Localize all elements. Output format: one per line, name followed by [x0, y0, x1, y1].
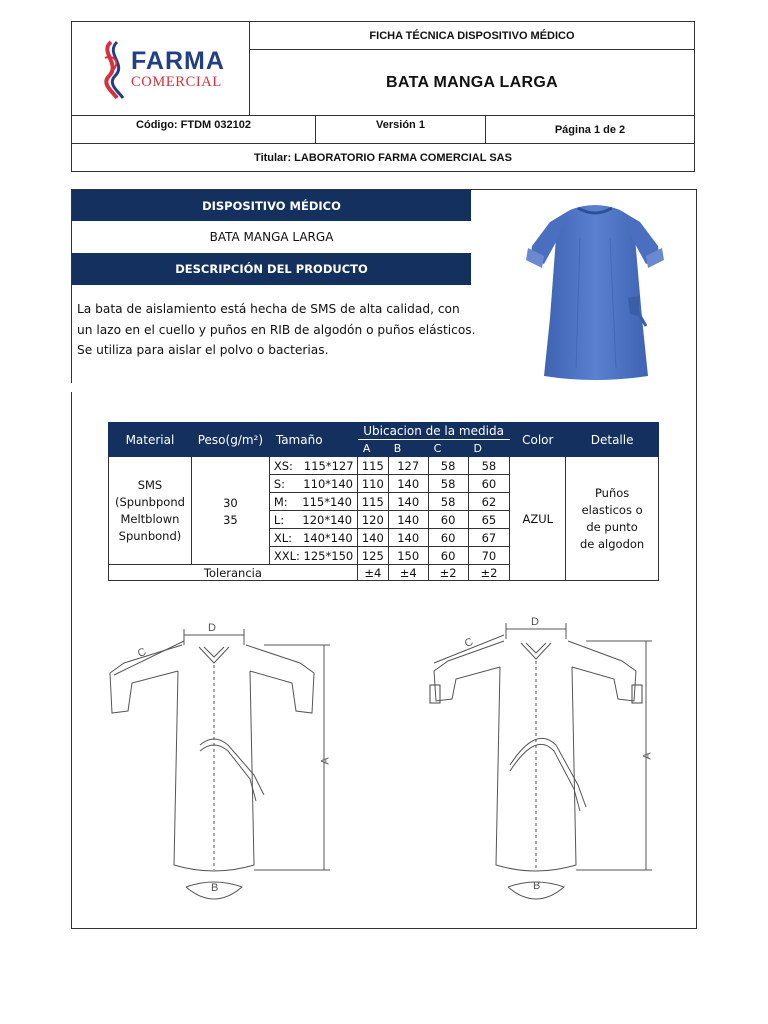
value-b: 140 — [388, 493, 428, 511]
size-cell: XL: 140*140 — [269, 529, 357, 547]
col-header-b: B — [388, 440, 428, 457]
dim-label-d-left: D — [208, 622, 216, 634]
size-cell: XXL: 125*150 — [269, 547, 357, 565]
col-header-tamano: Tamaño — [269, 423, 357, 457]
gown-product-image — [520, 198, 670, 383]
value-b: 140 — [388, 475, 428, 493]
gown-drawing-elastic-cuff — [426, 615, 666, 915]
value-c: 58 — [428, 475, 468, 493]
dim-label-b-right: B — [533, 880, 541, 892]
tolerance-label: Tolerancia — [109, 565, 358, 581]
frame-gap — [70, 383, 74, 392]
col-header-a: A — [357, 440, 388, 457]
value-c: 58 — [428, 457, 468, 475]
value-a: 140 — [357, 529, 388, 547]
tolerance-c: ±2 — [428, 565, 468, 581]
size-cell: XS: 115*127 — [269, 457, 357, 475]
value-d: 67 — [468, 529, 510, 547]
tolerance-d: ±2 — [468, 565, 510, 581]
detalle-cell — [566, 457, 659, 581]
detalle-text: Puños — [594, 485, 630, 500]
peso-text: 30 — [223, 496, 238, 510]
material-text: Meltblown — [120, 511, 180, 526]
dim-label-a-right: A — [641, 752, 654, 760]
value-b: 150 — [388, 547, 428, 565]
dim-label-c-left: C — [135, 645, 149, 661]
value-a: 110 — [357, 475, 388, 493]
dim-label-c-right: C — [462, 635, 476, 651]
peso-cell — [191, 457, 269, 565]
col-header-detalle: Detalle — [566, 423, 659, 457]
value-a: 120 — [357, 511, 388, 529]
document-title: BATA MANGA LARGA — [249, 49, 695, 116]
tolerance-b: ±4 — [388, 565, 428, 581]
col-header-peso: Peso(g/m²) — [191, 423, 269, 457]
holder: Titular: LABORATORIO FARMA COMERCIAL SAS — [71, 143, 695, 172]
detalle-text: de algodon — [579, 536, 645, 551]
dim-label-b-left: B — [211, 882, 219, 894]
document-version: Versión 1 — [315, 115, 486, 144]
value-d: 65 — [468, 511, 510, 529]
detalle-text: elasticos o — [581, 502, 643, 517]
material-text: Spunbond) — [118, 528, 182, 543]
value-c: 60 — [428, 511, 468, 529]
peso-text: 35 — [223, 513, 238, 527]
dim-label-a-left: A — [319, 757, 332, 765]
detalle-text: de punto — [586, 519, 638, 534]
value-d: 70 — [468, 547, 510, 565]
material-text: (Spunbpond — [115, 494, 185, 509]
col-header-material: Material — [109, 423, 192, 457]
value-c: 60 — [428, 547, 468, 565]
size-cell: L: 120*140 — [269, 511, 357, 529]
description-line: un lazo en el cuello y puños en RIB de algodón o puños elásticos. — [77, 322, 476, 337]
col-header-color: Color — [510, 423, 566, 457]
logo-cell — [71, 21, 250, 116]
value-b: 140 — [388, 511, 428, 529]
value-b: 127 — [388, 457, 428, 475]
material-text: SMS — [137, 477, 163, 492]
page-number: Página 1 de 2 — [485, 115, 695, 144]
logo-text-comercial: COMERCIAL — [131, 74, 222, 90]
section-description-header: DESCRIPCIÓN DEL PRODUCTO — [72, 253, 471, 285]
value-d: 60 — [468, 475, 510, 493]
value-c: 60 — [428, 529, 468, 547]
size-cell: S: 110*140 — [269, 475, 357, 493]
value-a: 125 — [357, 547, 388, 565]
value-a: 115 — [357, 493, 388, 511]
tolerance-a: ±4 — [357, 565, 388, 581]
col-header-ubicacion: Ubicacion de la medida — [357, 423, 510, 440]
device-name: BATA MANGA LARGA — [209, 230, 334, 244]
value-d: 58 — [468, 457, 510, 475]
logo-text-farma: FARMA — [131, 47, 225, 75]
size-cell: M: 115*140 — [269, 493, 357, 511]
col-header-d: D — [468, 440, 510, 457]
dim-label-d-right: D — [531, 616, 539, 628]
value-b: 140 — [388, 529, 428, 547]
spec-table — [108, 422, 659, 581]
value-c: 58 — [428, 493, 468, 511]
material-cell — [109, 457, 192, 565]
description-line: Se utiliza para aislar el polvo o bacterias. — [77, 343, 329, 357]
color-cell: AZUL — [510, 457, 566, 581]
col-header-c: C — [428, 440, 468, 457]
product-description — [77, 299, 477, 361]
doc-type: FICHA TÉCNICA DISPOSITIVO MÉDICO — [249, 21, 695, 50]
description-line: La bata de aislamiento está hecha de SMS de alta calidad, con — [77, 302, 460, 316]
document-code: Código: FTDM 032102 — [71, 115, 316, 144]
value-d: 62 — [468, 493, 510, 511]
value-a: 115 — [357, 457, 388, 475]
section-device-header: DISPOSITIVO MÉDICO — [72, 190, 471, 221]
